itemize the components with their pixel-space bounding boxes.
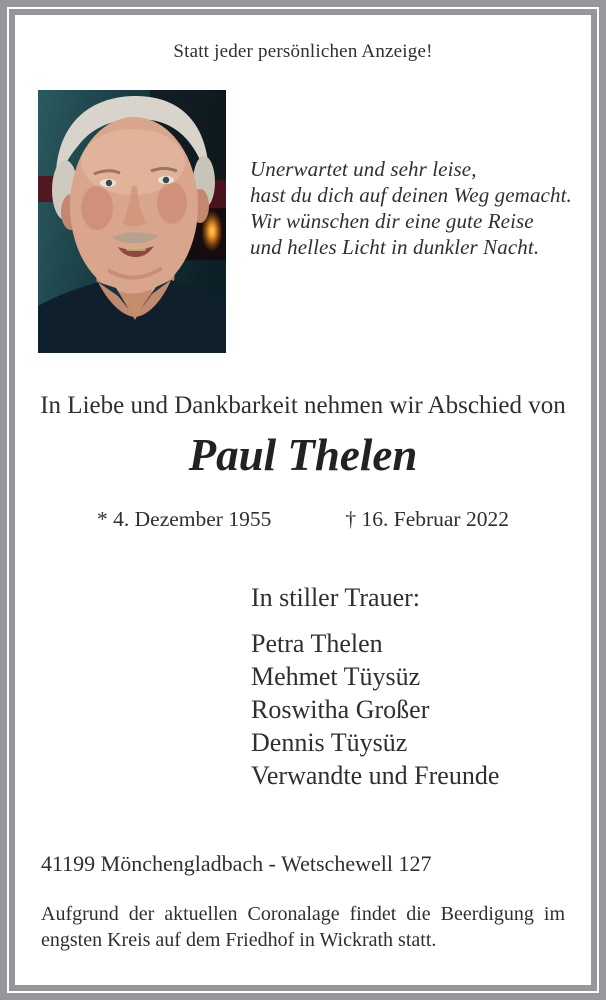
- mourner-name: Verwandte und Freunde: [251, 761, 500, 790]
- deceased-name: Paul Thelen: [188, 430, 418, 480]
- memorial-verse: [250, 156, 572, 260]
- mourner-name: Petra Thelen: [251, 629, 383, 658]
- verse-line: hast du dich auf deinen Weg gemacht.: [250, 183, 572, 207]
- funeral-note-line: engsten Kreis auf dem Friedhof in Wickrath statt.: [41, 929, 437, 951]
- portrait-photo: [38, 90, 226, 353]
- mourners-list: [251, 627, 499, 792]
- pre-header-text: Statt jeder persönlichen Anzeige!: [173, 41, 433, 62]
- mourner-name: Dennis Tüysüz: [251, 728, 408, 757]
- mourner-name: Mehmet Tüysüz: [251, 662, 421, 691]
- address-line: 41199 Mönchengladbach - Wetschewell 127: [41, 851, 432, 876]
- mourning-header: In stiller Trauer:: [251, 583, 420, 612]
- funeral-note-line: Aufgrund der aktuellen Coronalage findet die Beerdigung im: [41, 903, 565, 925]
- funeral-note: [41, 901, 565, 953]
- portrait-photo-illustration: [38, 90, 226, 353]
- mourner-name: Roswitha Großer: [251, 695, 430, 724]
- birth-date: * 4. Dezember 1955: [97, 507, 272, 531]
- verse-line: und helles Licht in dunkler Nacht.: [250, 235, 540, 259]
- inner-frame: [9, 9, 597, 991]
- life-dates: [15, 507, 591, 532]
- death-date: † 16. Februar 2022: [345, 507, 509, 531]
- verse-line: Wir wünschen dir eine gute Reise: [250, 209, 534, 233]
- verse-line: Unerwartet und sehr leise,: [250, 157, 477, 181]
- farewell-line: In Liebe und Dankbarkeit nehmen wir Abschied von: [40, 392, 566, 419]
